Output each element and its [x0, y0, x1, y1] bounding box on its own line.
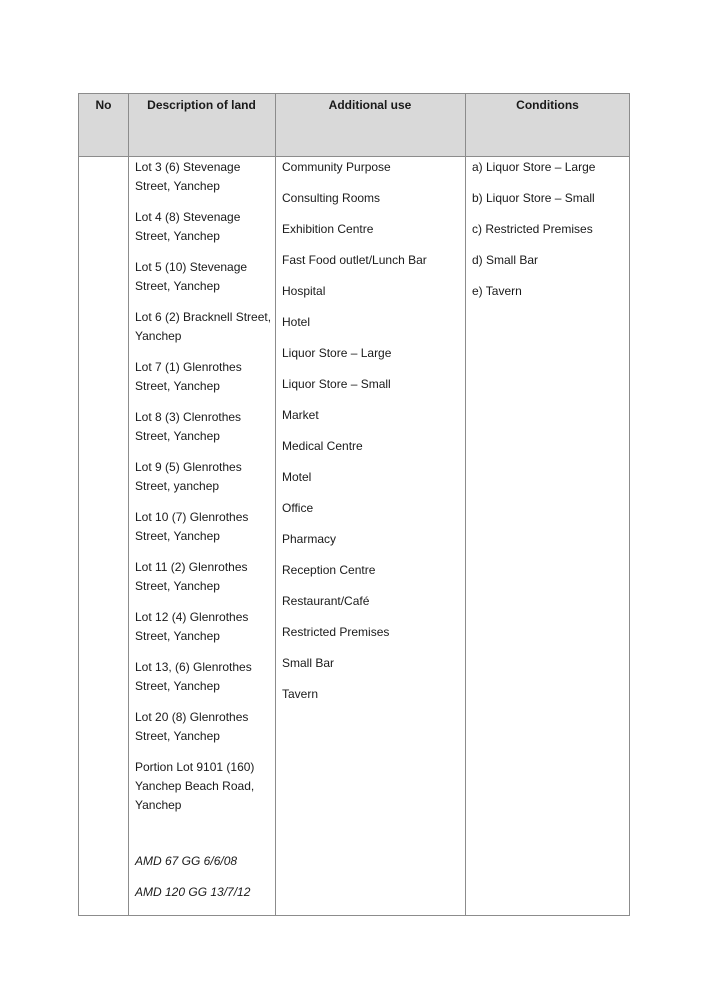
additional-use-item: Hospital: [282, 284, 326, 298]
additional-use-item: Liquor Store – Small: [282, 377, 391, 391]
description-item: Lot 20 (8) Glenrothes Street, Yanchep: [135, 710, 249, 743]
header-additional-use: Additional use: [328, 98, 412, 112]
description-item: Lot 10 (7) Glenrothes Street, Yanchep: [135, 510, 249, 543]
description-item: Lot 4 (8) Stevenage Street, Yanchep: [135, 210, 241, 243]
additional-use-item: Market: [282, 408, 319, 422]
conditions-column: [472, 158, 628, 313]
condition-item: b) Liquor Store – Small: [472, 191, 595, 205]
additional-use-item: Small Bar: [282, 656, 335, 670]
column-divider: [128, 94, 129, 915]
description-item: Lot 13, (6) Glenrothes Street, Yanchep: [135, 660, 252, 693]
description-column: [135, 158, 273, 827]
condition-item: c) Restricted Premises: [472, 222, 593, 236]
additional-use-item: Consulting Rooms: [282, 191, 381, 205]
additional-use-item: Reception Centre: [282, 563, 376, 577]
description-item: Lot 11 (2) Glenrothes Street, Yanchep: [135, 560, 248, 593]
additional-use-item: Tavern: [282, 687, 319, 701]
additional-use-item: Fast Food outlet/Lunch Bar: [282, 253, 427, 267]
header-no: No: [95, 98, 112, 112]
column-divider: [275, 94, 276, 915]
description-item: Lot 5 (10) Stevenage Street, Yanchep: [135, 260, 248, 293]
header-description: Description of land: [147, 98, 256, 112]
description-item: Lot 12 (4) Glenrothes Street, Yanchep: [135, 610, 249, 643]
additional-use-item: Pharmacy: [282, 532, 337, 546]
condition-item: a) Liquor Store – Large: [472, 160, 596, 174]
description-item: Lot 8 (3) Clenrothes Street, Yanchep: [135, 410, 242, 443]
description-item: Lot 6 (2) Bracknell Street, Yanchep: [135, 310, 272, 343]
additional-use-column: [282, 158, 462, 716]
description-item: Lot 7 (1) Glenrothes Street, Yanchep: [135, 360, 242, 393]
amendment-note: AMD 67 GG 6/6/08: [135, 854, 238, 868]
land-use-table: [78, 93, 630, 916]
additional-use-item: Hotel: [282, 315, 311, 329]
description-item: Portion Lot 9101 (160) Yanchep Beach Road, Yanchep: [135, 760, 255, 812]
condition-item: d) Small Bar: [472, 253, 539, 267]
column-divider: [465, 94, 466, 915]
description-item: Lot 3 (6) Stevenage Street, Yanchep: [135, 160, 241, 193]
additional-use-item: Motel: [282, 470, 312, 484]
description-item: Lot 9 (5) Glenrothes Street, yanchep: [135, 460, 242, 493]
additional-use-item: Community Purpose: [282, 160, 391, 174]
additional-use-item: Liquor Store – Large: [282, 346, 392, 360]
additional-use-item: Restricted Premises: [282, 625, 390, 639]
additional-use-item: Office: [282, 501, 314, 515]
additional-use-item: Medical Centre: [282, 439, 363, 453]
amendment-note: AMD 120 GG 13/7/12: [135, 885, 251, 899]
additional-use-item: Restaurant/Café: [282, 594, 370, 608]
additional-use-item: Exhibition Centre: [282, 222, 374, 236]
condition-item: e) Tavern: [472, 284, 522, 298]
header-conditions: Conditions: [516, 98, 579, 112]
